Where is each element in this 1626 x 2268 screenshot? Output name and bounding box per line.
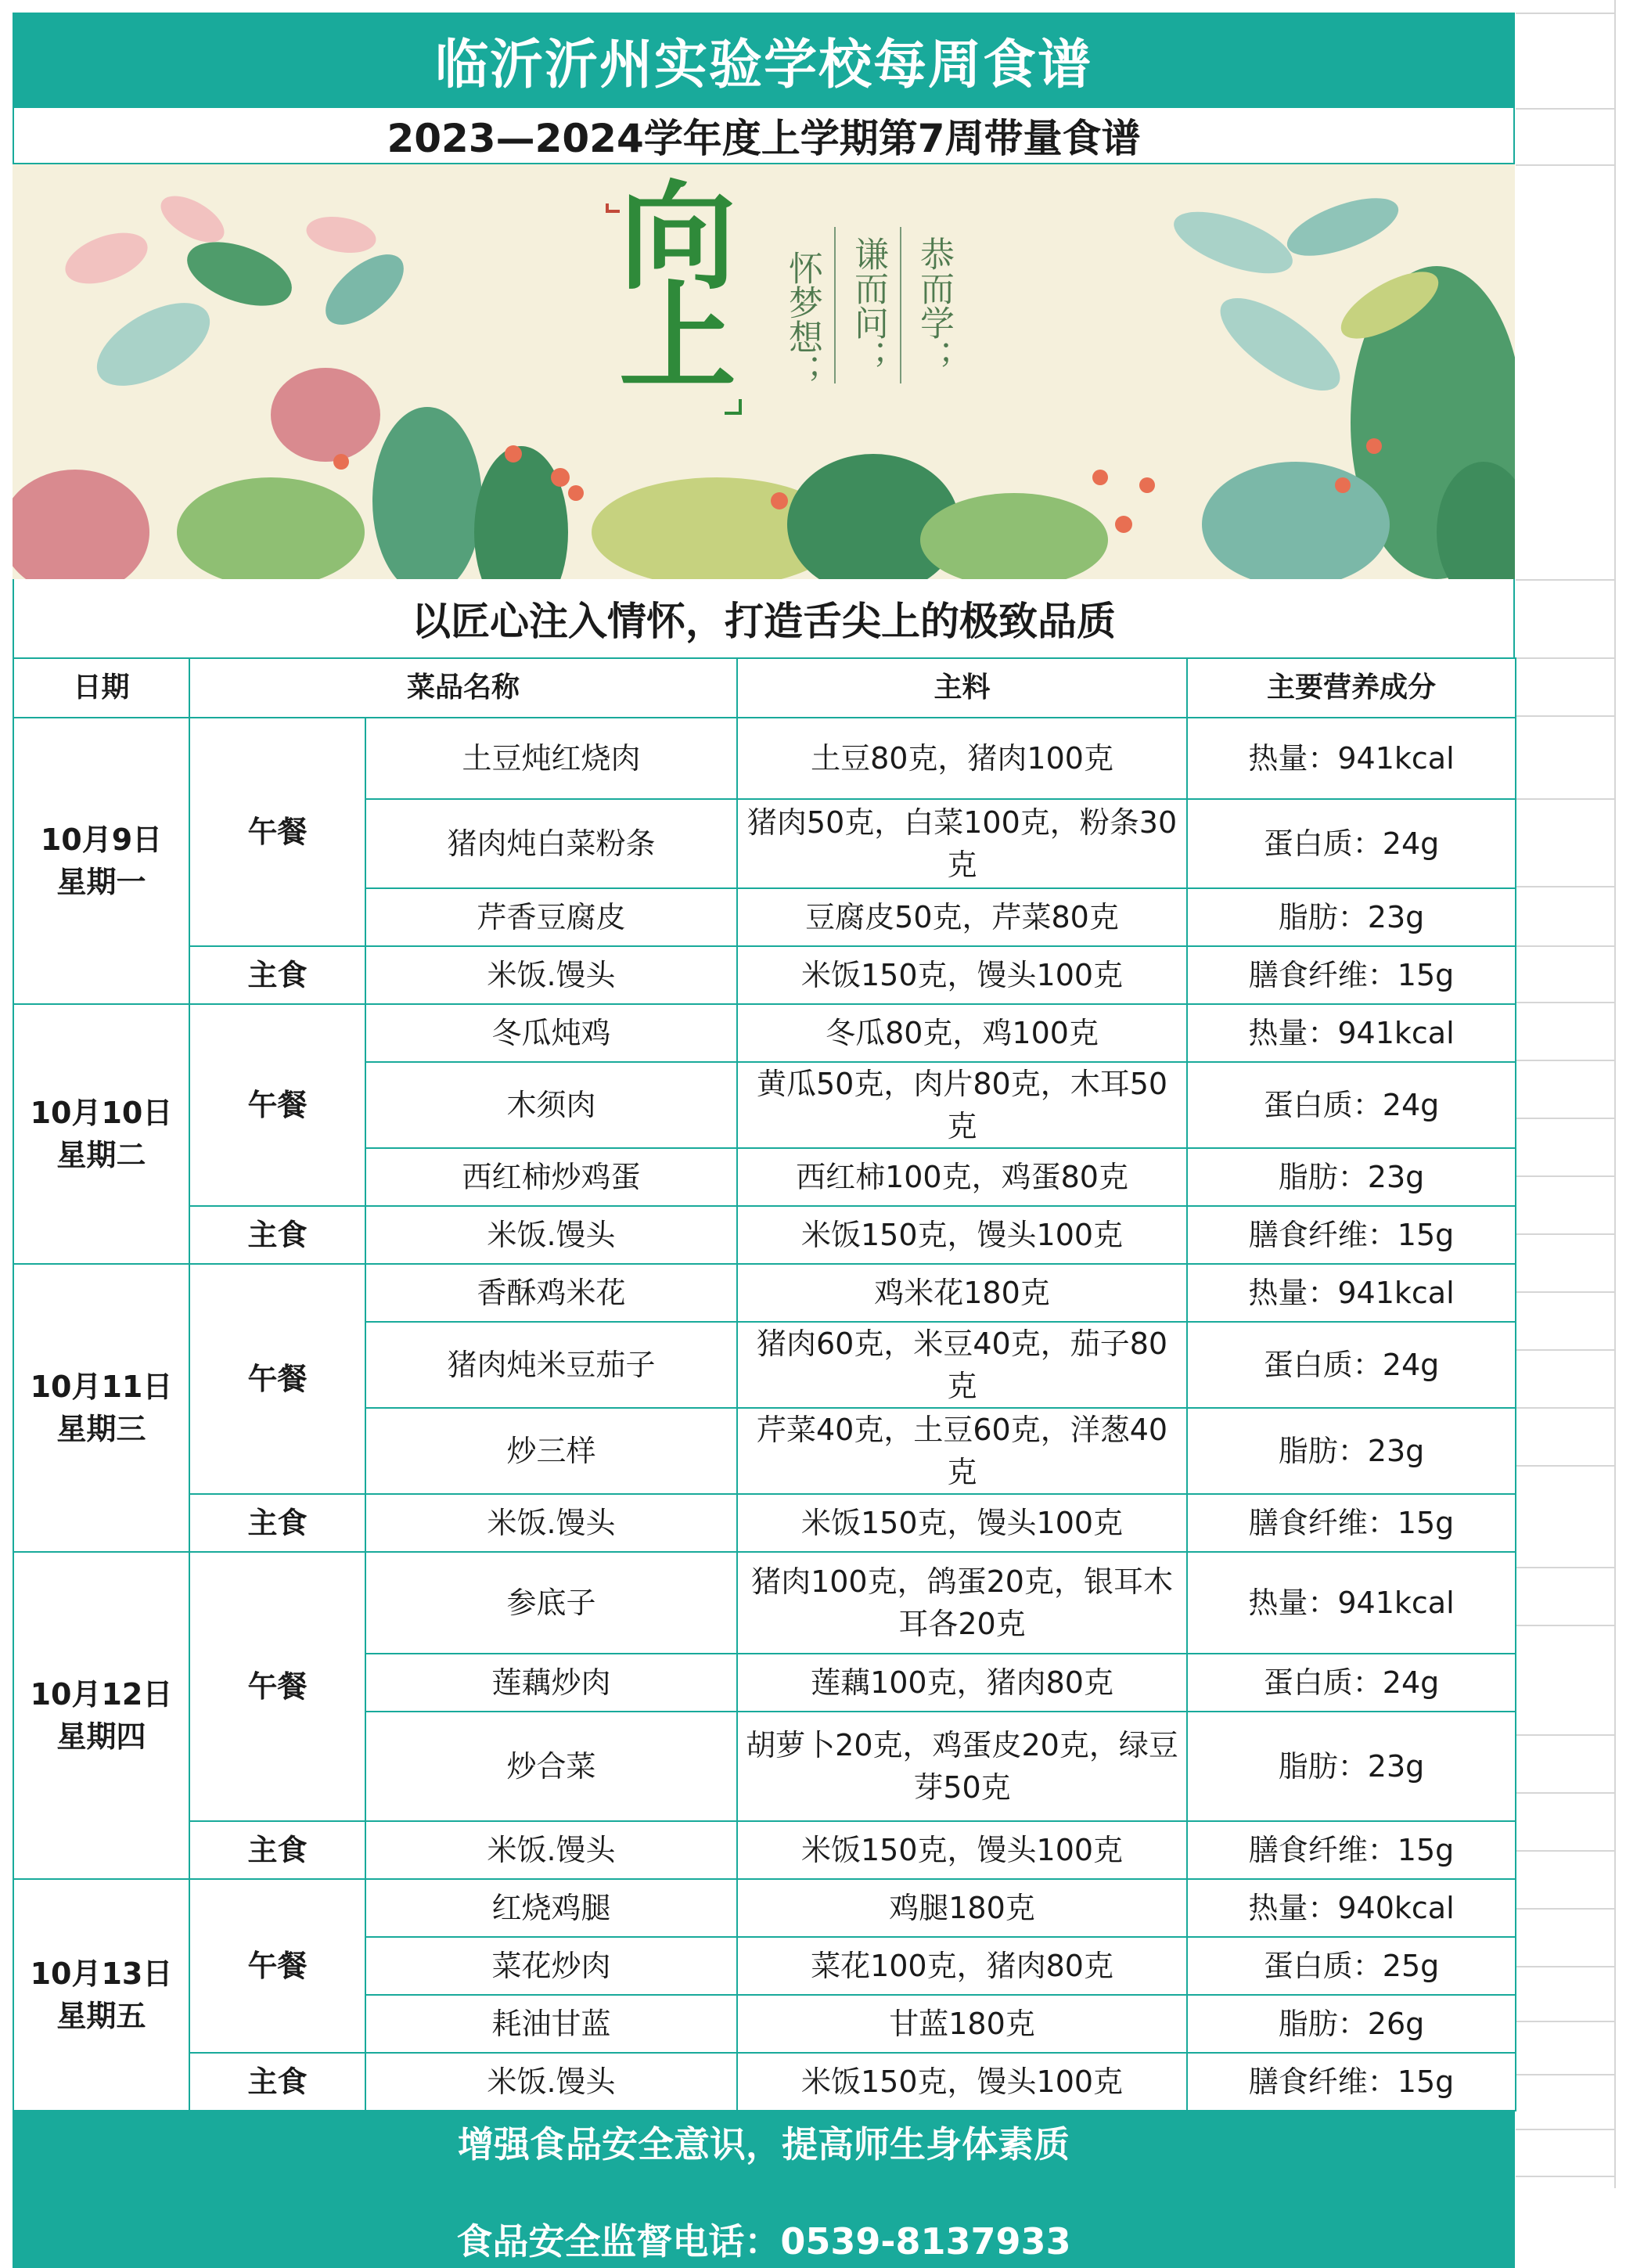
date-cell bbox=[13, 1879, 189, 2111]
dish-name: 猪肉炖白菜粉条 bbox=[365, 799, 737, 888]
table-row bbox=[13, 946, 1516, 1004]
ingredients: 冬瓜80克，鸡100克 bbox=[737, 1004, 1187, 1062]
table-row bbox=[13, 1494, 1516, 1552]
header-dish: 菜品名称 bbox=[189, 658, 737, 718]
banner-art bbox=[13, 164, 1515, 579]
header-nutrition: 主要营养成分 bbox=[1187, 658, 1516, 718]
nutrition: 热量：941kcal bbox=[1187, 718, 1516, 799]
ingredients: 豆腐皮50克，芹菜80克 bbox=[737, 888, 1187, 946]
dish-name: 参底子 bbox=[365, 1552, 737, 1654]
nutrition: 膳食纤维：15g bbox=[1187, 1494, 1516, 1552]
ingredients: 鸡腿180克 bbox=[737, 1879, 1187, 1937]
ingredients: 米饭150克，馒头100克 bbox=[737, 1206, 1187, 1264]
nutrition: 热量：941kcal bbox=[1187, 1552, 1516, 1654]
footer-banner bbox=[13, 2111, 1515, 2268]
nutrition: 脂肪：23g bbox=[1187, 1408, 1516, 1494]
nutrition: 蛋白质：24g bbox=[1187, 1322, 1516, 1408]
ingredients: 米饭150克，馒头100克 bbox=[737, 1821, 1187, 1879]
meal-type-staple: 主食 bbox=[189, 1821, 365, 1879]
nutrition: 蛋白质：24g bbox=[1187, 1654, 1516, 1712]
menu-sheet bbox=[13, 13, 1515, 2268]
dish-name: 木须肉 bbox=[365, 1062, 737, 1148]
weekly-menu-table bbox=[13, 657, 1516, 2111]
ingredients: 胡萝卜20克，鸡蛋皮20克，绿豆芽50克 bbox=[737, 1712, 1187, 1821]
header-ingredients: 主料 bbox=[737, 658, 1187, 718]
nutrition: 热量：940kcal bbox=[1187, 1879, 1516, 1937]
banner-motto-1: 怀梦想； bbox=[782, 250, 822, 388]
header-date: 日期 bbox=[13, 658, 189, 718]
meal-type-lunch: 午餐 bbox=[189, 718, 365, 946]
dish-name: 耗油甘蓝 bbox=[365, 1995, 737, 2053]
dish-name: 冬瓜炖鸡 bbox=[365, 1004, 737, 1062]
dish-name: 米饭.馒头 bbox=[365, 2053, 737, 2111]
dish-name: 香酥鸡米花 bbox=[365, 1264, 737, 1322]
ingredients: 米饭150克，馒头100克 bbox=[737, 2053, 1187, 2111]
weekday-label: 星期五 bbox=[56, 1999, 146, 2033]
nutrition: 蛋白质：24g bbox=[1187, 1062, 1516, 1148]
table-row bbox=[13, 718, 1516, 799]
dish-name: 红烧鸡腿 bbox=[365, 1879, 737, 1937]
table-row bbox=[13, 1004, 1516, 1062]
ingredients: 菜花100克，猪肉80克 bbox=[737, 1937, 1187, 1995]
date-label: 10月9日 bbox=[40, 823, 163, 857]
nutrition: 膳食纤维：15g bbox=[1187, 1821, 1516, 1879]
nutrition: 脂肪：23g bbox=[1187, 888, 1516, 946]
footer-safety-message: 增强食品安全意识，提高师生身体素质 bbox=[458, 2123, 1070, 2165]
meal-type-lunch: 午餐 bbox=[189, 1264, 365, 1494]
ingredients: 猪肉50克，白菜100克，粉条30克 bbox=[737, 799, 1187, 888]
date-label: 10月10日 bbox=[30, 1096, 173, 1130]
nutrition: 蛋白质：25g bbox=[1187, 1937, 1516, 1995]
page-title: 临沂沂州实验学校每周食谱 bbox=[13, 13, 1515, 108]
ingredients: 芹菜40克，土豆60克，洋葱40克 bbox=[737, 1408, 1187, 1494]
page-subtitle: 2023—2024学年度上学期第7周带量食谱 bbox=[13, 108, 1515, 164]
ingredients: 黄瓜50克，肉片80克，木耳50克 bbox=[737, 1062, 1187, 1148]
date-cell bbox=[13, 1552, 189, 1879]
ingredients: 莲藕100克，猪肉80克 bbox=[737, 1654, 1187, 1712]
weekday-label: 星期二 bbox=[56, 1138, 146, 1172]
dish-name: 炒合菜 bbox=[365, 1712, 737, 1821]
table-row bbox=[13, 2053, 1516, 2111]
date-cell bbox=[13, 718, 189, 1004]
footer-hotline: 食品安全监督电话：0539-8137933 bbox=[456, 2220, 1071, 2263]
weekday-label: 星期一 bbox=[56, 865, 146, 899]
banner-char-2: 上 bbox=[618, 270, 736, 406]
dish-name: 米饭.馒头 bbox=[365, 1206, 737, 1264]
banner-motto-3: 恭而学； bbox=[914, 236, 954, 374]
banner-illustration bbox=[13, 164, 1515, 579]
dish-name: 土豆炖红烧肉 bbox=[365, 718, 737, 799]
table-row bbox=[13, 1206, 1516, 1264]
meal-type-lunch: 午餐 bbox=[189, 1552, 365, 1821]
nutrition: 脂肪：23g bbox=[1187, 1712, 1516, 1821]
banner-char-1: 向 bbox=[618, 170, 736, 306]
banner-divider bbox=[834, 227, 836, 383]
date-label: 10月13日 bbox=[30, 1957, 173, 1991]
date-label: 10月12日 bbox=[30, 1677, 173, 1712]
ingredients: 鸡米花180克 bbox=[737, 1264, 1187, 1322]
dish-name: 莲藕炒肉 bbox=[365, 1654, 737, 1712]
table-header-row bbox=[13, 658, 1516, 718]
meal-type-lunch: 午餐 bbox=[189, 1004, 365, 1206]
dish-name: 米饭.馒头 bbox=[365, 1494, 737, 1552]
dish-name: 米饭.馒头 bbox=[365, 946, 737, 1004]
date-cell bbox=[13, 1264, 189, 1552]
ingredients: 甘蓝180克 bbox=[737, 1995, 1187, 2053]
meal-type-staple: 主食 bbox=[189, 1206, 365, 1264]
banner-calligraphy bbox=[607, 170, 748, 406]
weekday-label: 星期四 bbox=[56, 1719, 146, 1754]
dish-name: 米饭.馒头 bbox=[365, 1821, 737, 1879]
banner-motto-2: 谦而问； bbox=[848, 236, 888, 374]
ingredients: 米饭150克，馒头100克 bbox=[737, 1494, 1187, 1552]
meal-type-staple: 主食 bbox=[189, 2053, 365, 2111]
nutrition: 膳食纤维：15g bbox=[1187, 946, 1516, 1004]
ingredients: 猪肉60克，米豆40克，茄子80克 bbox=[737, 1322, 1187, 1408]
ingredients: 西红柿100克，鸡蛋80克 bbox=[737, 1148, 1187, 1206]
table-row bbox=[13, 1821, 1516, 1879]
ingredients: 土豆80克，猪肉100克 bbox=[737, 718, 1187, 799]
date-cell bbox=[13, 1004, 189, 1264]
banner-divider bbox=[900, 227, 901, 383]
dish-name: 炒三样 bbox=[365, 1408, 737, 1494]
meal-type-staple: 主食 bbox=[189, 946, 365, 1004]
meal-type-staple: 主食 bbox=[189, 1494, 365, 1552]
table-row bbox=[13, 1879, 1516, 1937]
table-row bbox=[13, 1264, 1516, 1322]
ingredients: 猪肉100克，鸽蛋20克，银耳木耳各20克 bbox=[737, 1552, 1187, 1654]
ingredients: 米饭150克，馒头100克 bbox=[737, 946, 1187, 1004]
nutrition: 膳食纤维：15g bbox=[1187, 1206, 1516, 1264]
meal-type-lunch: 午餐 bbox=[189, 1879, 365, 2053]
table-row bbox=[13, 1552, 1516, 1654]
nutrition: 脂肪：26g bbox=[1187, 1995, 1516, 2053]
sheet-gridlines bbox=[1516, 0, 1616, 2188]
nutrition: 热量：941kcal bbox=[1187, 1004, 1516, 1062]
weekday-label: 星期三 bbox=[56, 1412, 146, 1446]
nutrition: 脂肪：23g bbox=[1187, 1148, 1516, 1206]
dish-name: 芹香豆腐皮 bbox=[365, 888, 737, 946]
dish-name: 猪肉炖米豆茄子 bbox=[365, 1322, 737, 1408]
nutrition: 蛋白质：24g bbox=[1187, 799, 1516, 888]
dish-name: 菜花炒肉 bbox=[365, 1937, 737, 1995]
date-label: 10月11日 bbox=[30, 1370, 173, 1404]
nutrition: 膳食纤维：15g bbox=[1187, 2053, 1516, 2111]
dish-name: 西红柿炒鸡蛋 bbox=[365, 1148, 737, 1206]
slogan: 以匠心注入情怀，打造舌尖上的极致品质 bbox=[13, 579, 1515, 657]
nutrition: 热量：941kcal bbox=[1187, 1264, 1516, 1322]
